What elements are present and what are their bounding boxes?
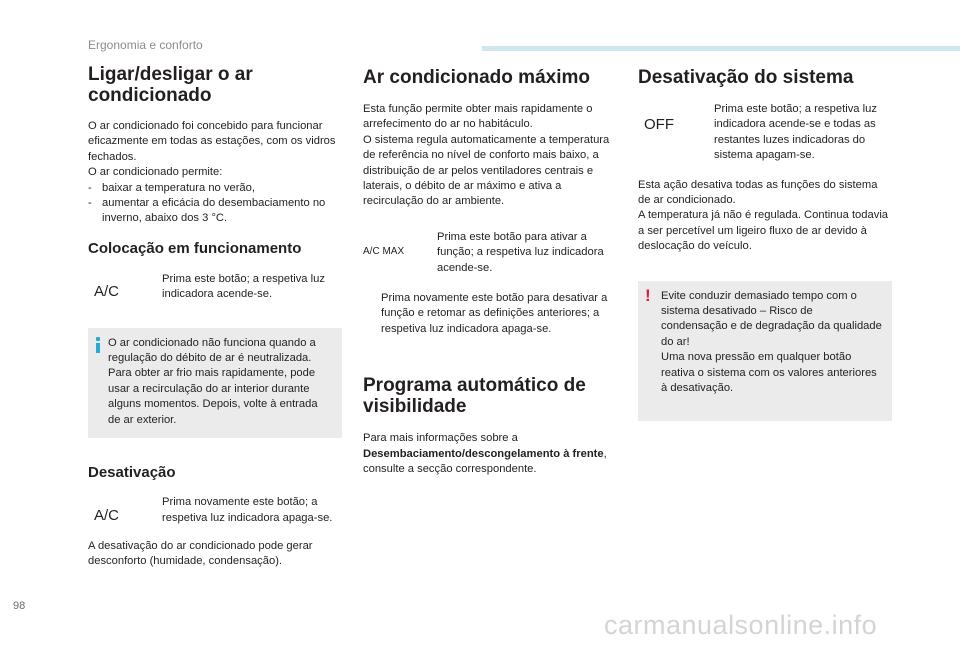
header-accent-bar <box>482 46 960 51</box>
info-note <box>88 328 342 438</box>
section-header: Ergonomia e conforto <box>88 38 203 52</box>
body-text: Esta ação desativa todas as funções do sistema de ar condicionado. <box>638 178 878 207</box>
warning-note <box>638 281 892 421</box>
deactivation-note: A desativação do ar condicionado pode gerar desconforto (humidade, condensação). <box>88 539 313 568</box>
info-icon <box>96 337 100 353</box>
info-note-text: O ar condicionado não funciona quando a regulação do débito de ar é neutralizada. Para obter ar frio mais rapidamente, pode usar a recirculação do ar interior durante alguns momentos. Depois, volte à entrada de ar exterior. <box>108 336 318 426</box>
section-title-on-off: Ligar/desligar o ar condicionado <box>88 64 253 106</box>
button-instruction: Prima este botão; a respetiva luz indicadora acende-se e todas as restantes luzes indicadoras do sistema apagam-se. <box>714 103 877 162</box>
section-title-max-ac: Ar condicionado máximo <box>363 67 590 88</box>
off-button-row <box>638 102 892 164</box>
warning-icon: ! <box>645 285 651 305</box>
off-button-icon: OFF <box>644 116 674 133</box>
reference-link-text: Desembaciamento/descongelamento à frente <box>363 447 604 460</box>
ac-off-button-row <box>88 495 342 526</box>
step-instruction: Prima novamente este botão para desativar a função e retomar as definições anteriores; a respetiva luz indicadora apaga-se. <box>381 292 608 335</box>
list-item: - aumentar a eficácia do desembaciamento no inverno, abaixo dos 3 °C. <box>88 197 326 225</box>
subsection-title-deactivation: Desativação <box>88 464 176 482</box>
body-text-2: A temperatura já não é regulada. Continua todavia a ser percetível um ligeiro fluxo de ar devido à deslocação do veículo. <box>638 209 889 253</box>
intro-text-2: O ar condicionado permite: <box>88 166 223 179</box>
intro-text: Esta função permite obter mais rapidamente o arrefecimento do ar no habitáculo. <box>363 103 593 131</box>
column-on-off <box>88 64 342 570</box>
column-max-ac <box>363 64 623 478</box>
section-title-system-off: Desativação do sistema <box>638 67 854 88</box>
intro-text: O ar condicionado foi concebido para funcionar eficazmente em todas as estações, com os vidros fechados. <box>88 120 336 163</box>
ac-button-icon: A/C <box>94 282 120 300</box>
warning-text-2: Uma nova pressão em qualquer botão reativa o sistema com os valores anteriores à desativação. <box>661 351 877 395</box>
watermark: carmanualsonline.info <box>604 610 878 640</box>
page-number: 98 <box>13 600 26 612</box>
section-title-visibility: Programa automático de visibilidade <box>363 375 586 418</box>
ac-max-button-row <box>363 230 623 276</box>
list-item: - baixar a temperatura no verão, <box>88 181 255 194</box>
ac-max-button-icon: A/C MAX <box>363 245 405 257</box>
intro-text-2: O sistema regula automaticamente a temperatura de referência no nível de conforto mais baixo, a distribuição de ar pelos ventiladores centrais e laterais, o débito de ar máximo e ativa a recirculação do ar ambiente. <box>363 133 610 208</box>
subsection-title-start: Colocação em funcionamento <box>88 239 302 257</box>
warning-text: Evite conduzir demasiado tempo com o sistema desativado – Risco de condensação e de degradação da qualidade do ar! <box>661 289 882 348</box>
button-instruction: Prima novamente este botão; a respetiva luz indicadora apaga-se. <box>162 496 333 524</box>
reference-text: Para mais informações sobre a Desembaciamento/descongelamento à frente, consulte a secção correspondente. <box>363 432 607 476</box>
ac-button-row <box>88 272 342 303</box>
button-instruction: Prima este botão; a respetiva luz indicadora acende-se. <box>162 272 325 301</box>
column-system-off <box>638 64 892 421</box>
button-instruction: Prima este botão para ativar a função; a respetiva luz indicadora acende-se. <box>437 230 604 274</box>
ac-button-icon: A/C <box>94 507 120 525</box>
